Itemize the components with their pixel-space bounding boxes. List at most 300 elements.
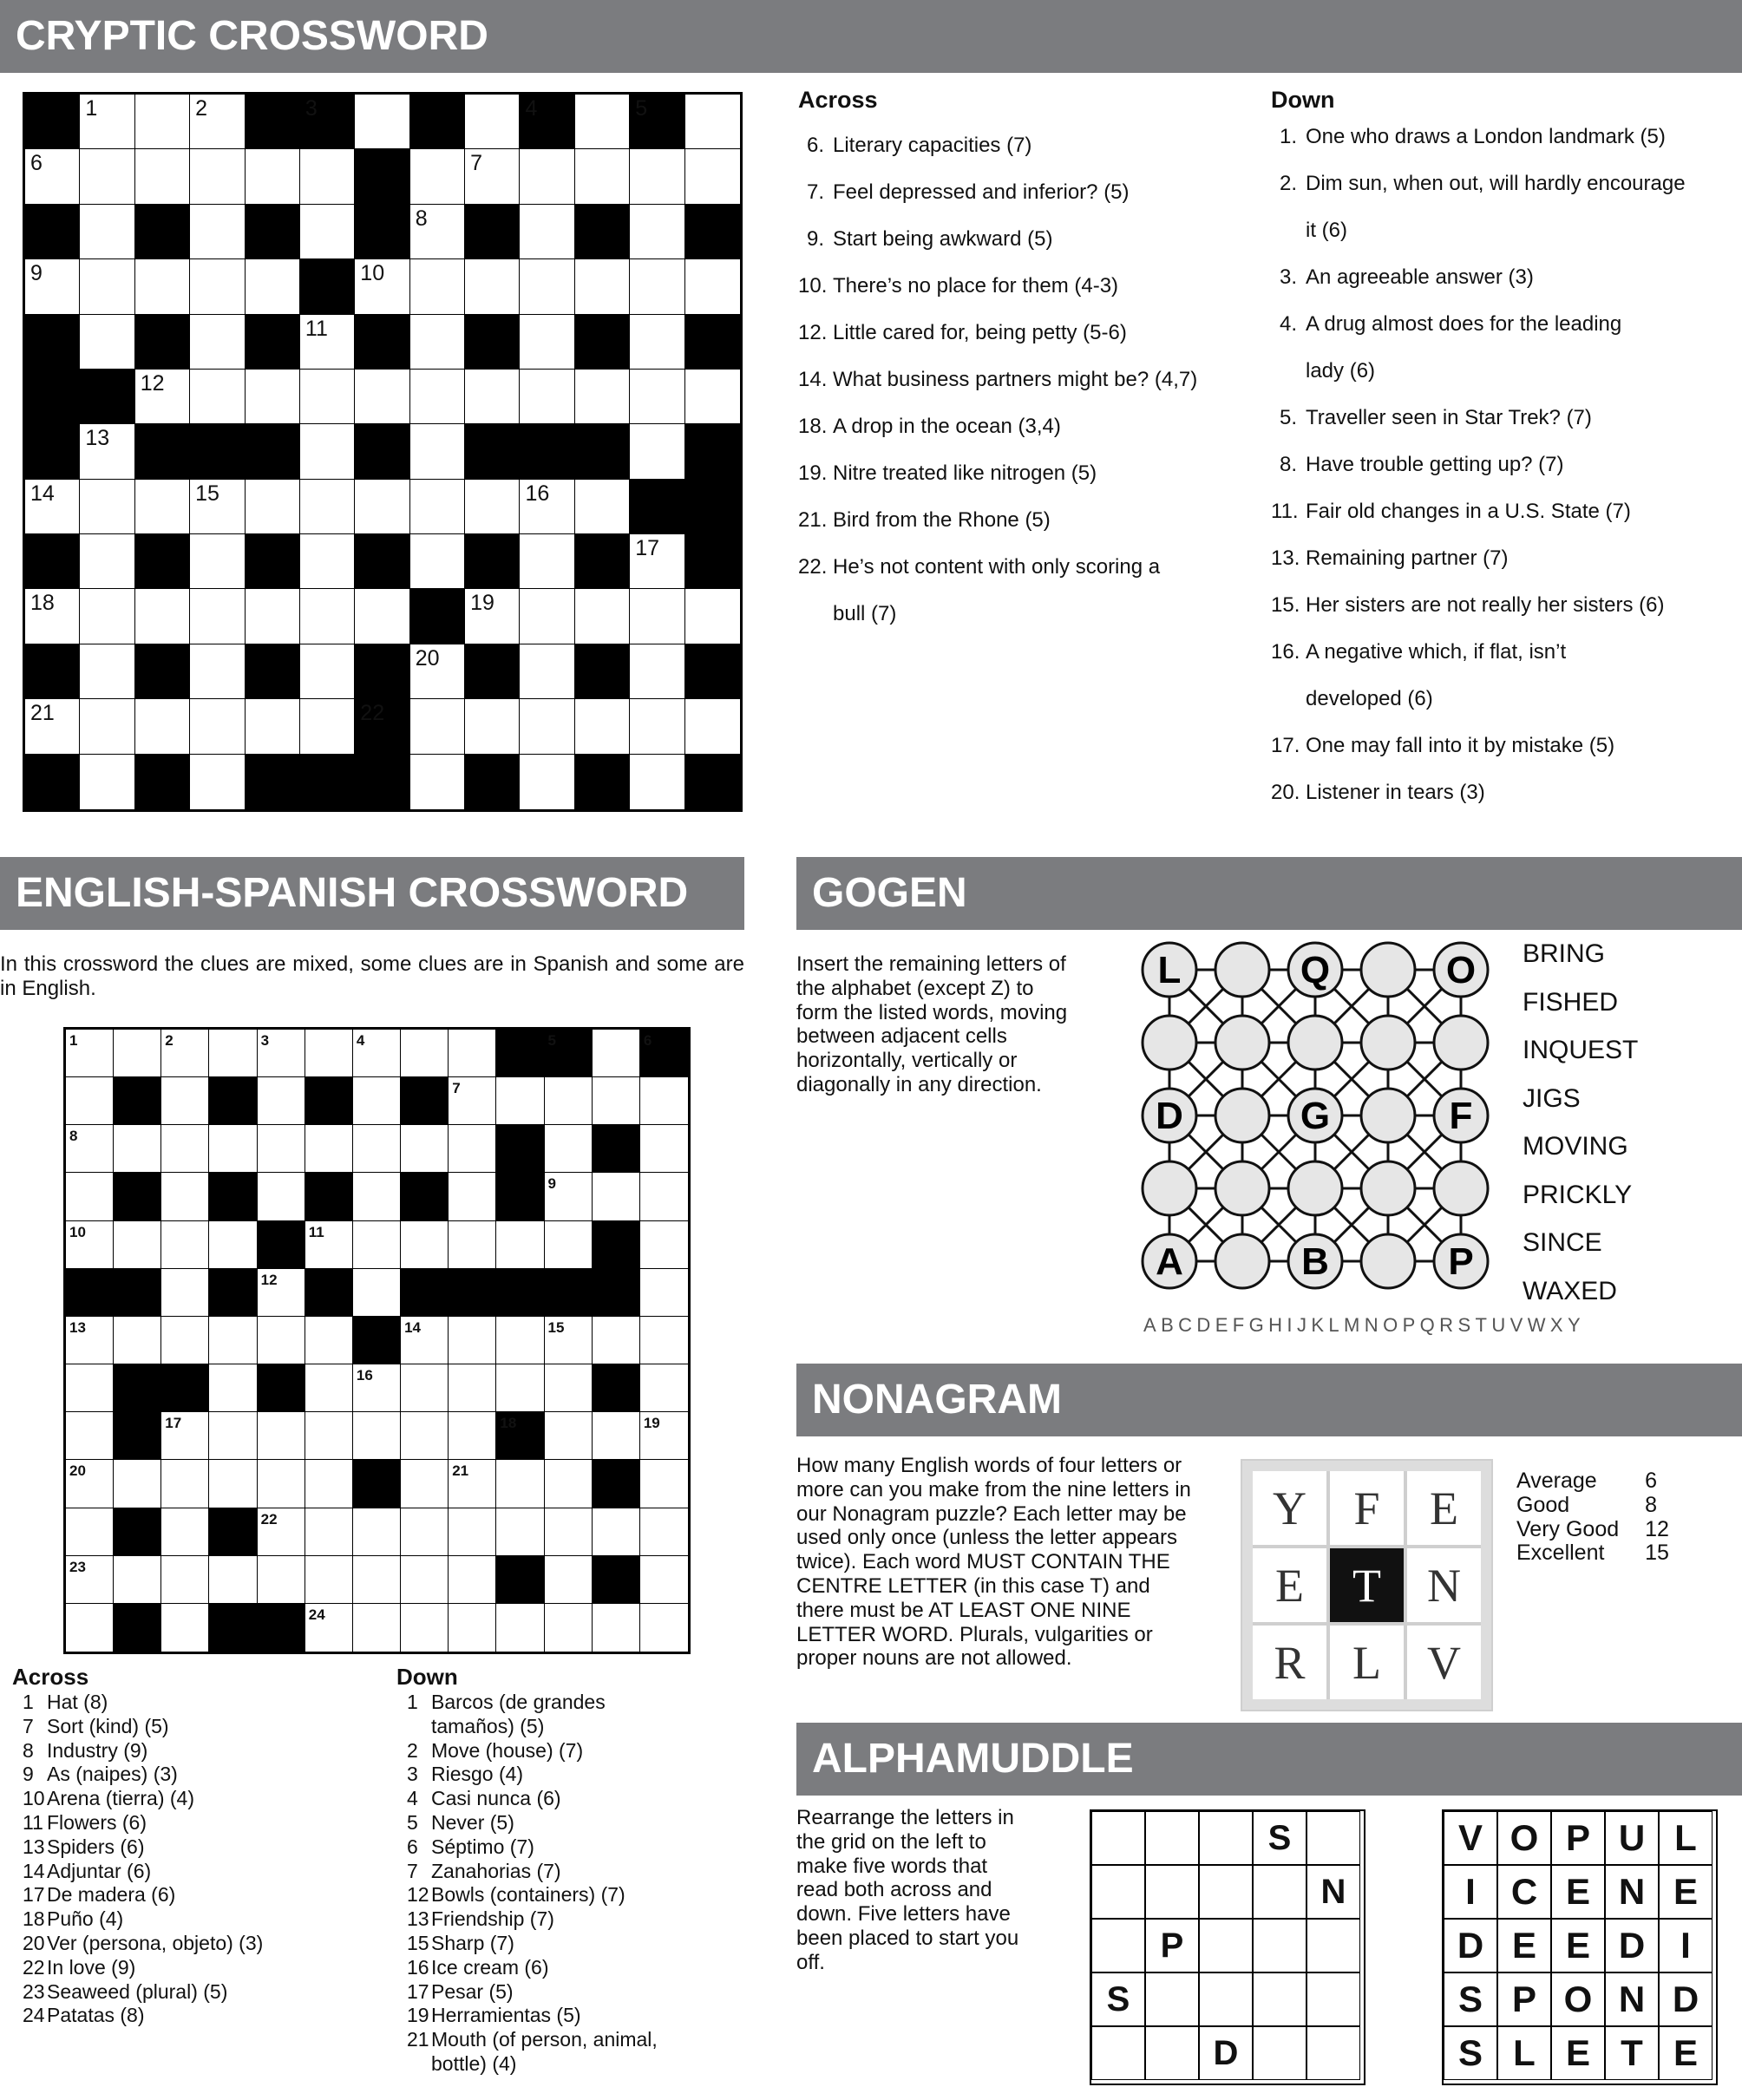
cryptic-grid-cell[interactable] (135, 259, 190, 314)
cryptic-grid-cell[interactable] (410, 644, 465, 699)
engspan-grid-block-cell (114, 1604, 161, 1652)
cryptic-grid-cell[interactable] (190, 95, 245, 149)
engspan-grid-cell[interactable] (114, 1317, 161, 1364)
engspan-grid-cell[interactable] (258, 1030, 305, 1077)
gogen-cell[interactable] (1143, 1089, 1196, 1142)
engspan-grid-cell[interactable] (449, 1508, 496, 1556)
engspan-grid-cell[interactable] (161, 1412, 209, 1460)
cryptic-grid-cell[interactable] (630, 259, 684, 314)
cryptic-grid-cell[interactable] (630, 149, 684, 204)
engspan-grid-cell[interactable] (545, 1125, 593, 1173)
cryptic-grid-cell[interactable] (465, 259, 520, 314)
engspan-grid-cell[interactable] (66, 1412, 114, 1460)
cryptic-grid-cell[interactable] (246, 259, 300, 314)
cryptic-grid-block-cell (410, 95, 465, 149)
engspan-grid-cell[interactable] (305, 1030, 353, 1077)
gogen-cell[interactable] (1361, 1161, 1415, 1215)
engspan-grid-cell[interactable] (449, 1173, 496, 1220)
gogen-cell[interactable] (1143, 943, 1196, 997)
engspan-grid-cell[interactable] (545, 1221, 593, 1269)
engspan-grid-cell[interactable] (258, 1412, 305, 1460)
gogen-word: SINCE (1523, 1228, 1602, 1257)
engspan-grid-cell[interactable] (640, 1269, 688, 1317)
engspan-grid-cell[interactable] (640, 1317, 688, 1364)
engspan-grid-cell[interactable] (449, 1412, 496, 1460)
cryptic-grid-cell[interactable] (190, 480, 245, 534)
engspan-grid-cell[interactable] (305, 1364, 353, 1412)
cryptic-grid-cell[interactable] (630, 699, 684, 754)
cryptic-grid-cell[interactable] (190, 149, 245, 204)
cryptic-grid-cell[interactable] (246, 149, 300, 204)
engspan-grid-cell[interactable] (496, 1604, 544, 1652)
cryptic-grid-cell[interactable] (80, 205, 134, 259)
cryptic-grid-cell[interactable] (80, 424, 134, 479)
cryptic-grid-cell[interactable] (80, 315, 134, 370)
cryptic-grid-cell[interactable] (190, 205, 245, 259)
engspan-grid-cell[interactable] (258, 1269, 305, 1317)
engspan-grid-cell[interactable] (449, 1364, 496, 1412)
cryptic-grid-cell[interactable] (575, 95, 630, 149)
engspan-grid-cell[interactable] (66, 1508, 114, 1556)
engspan-grid-cell[interactable] (640, 1125, 688, 1173)
engspan-grid-cell[interactable] (401, 1412, 449, 1460)
engspan-grid-cell[interactable] (545, 1460, 593, 1508)
alphamuddle-answer-cell[interactable] (1145, 1972, 1199, 2026)
alphamuddle-letter-cell: E (1551, 1865, 1605, 1919)
engspan-grid-cell[interactable] (66, 1030, 114, 1077)
cryptic-grid-clue-number: 6 (30, 151, 43, 176)
engspan-grid-cell[interactable] (209, 1364, 257, 1412)
cryptic-grid-cell[interactable] (410, 370, 465, 424)
cryptic-grid-cell[interactable] (25, 699, 80, 754)
cryptic-grid-cell[interactable] (685, 589, 740, 644)
cryptic-grid-cell[interactable] (465, 699, 520, 754)
cryptic-grid-cell[interactable] (410, 534, 465, 589)
cryptic-grid-cell[interactable] (520, 644, 574, 699)
cryptic-grid-cell[interactable] (520, 589, 574, 644)
cryptic-grid-cell[interactable] (300, 205, 355, 259)
cryptic-grid-cell[interactable] (80, 755, 134, 809)
alphamuddle-answer-cell[interactable] (1091, 2026, 1145, 2080)
cryptic-grid-cell[interactable] (190, 755, 245, 809)
cryptic-grid-cell[interactable] (355, 589, 409, 644)
cryptic-grid-cell[interactable] (410, 259, 465, 314)
engspan-grid-cell[interactable] (401, 1317, 449, 1364)
cryptic-grid-block-cell (135, 534, 190, 589)
cryptic-grid-cell[interactable] (410, 480, 465, 534)
engspan-grid-cell[interactable] (640, 1460, 688, 1508)
engspan-grid-cell[interactable] (66, 1221, 114, 1269)
gogen-cell[interactable] (1288, 1016, 1342, 1070)
engspan-grid-cell[interactable] (161, 1030, 209, 1077)
cryptic-grid-cell[interactable] (80, 589, 134, 644)
engspan-grid-cell[interactable] (593, 1077, 640, 1125)
cryptic-grid-cell[interactable] (25, 480, 80, 534)
engspan-grid-cell[interactable] (161, 1077, 209, 1125)
cryptic-grid-cell[interactable] (135, 589, 190, 644)
alphamuddle-answer-cell[interactable] (1199, 1919, 1253, 1972)
cryptic-grid-cell[interactable] (300, 644, 355, 699)
cryptic-grid-cell[interactable] (630, 534, 684, 589)
engspan-grid-cell[interactable] (161, 1604, 209, 1652)
cryptic-grid-cell[interactable] (246, 589, 300, 644)
alphamuddle-answer-cell[interactable] (1306, 2026, 1360, 2080)
engspan-grid-cell[interactable] (353, 1173, 401, 1220)
engspan-grid-block-cell (496, 1173, 544, 1220)
engspan-grid-cell[interactable] (305, 1221, 353, 1269)
engspan-grid-cell[interactable] (640, 1412, 688, 1460)
cryptic-grid-cell[interactable] (300, 370, 355, 424)
cryptic-grid-cell[interactable] (300, 424, 355, 479)
cryptic-grid-cell[interactable] (300, 149, 355, 204)
cryptic-grid-cell[interactable] (630, 370, 684, 424)
gogen-cell[interactable] (1434, 1234, 1488, 1288)
engspan-grid-cell[interactable] (640, 1556, 688, 1604)
engspan-grid-cell[interactable] (449, 1030, 496, 1077)
engspan-grid-cell[interactable] (258, 1460, 305, 1508)
engspan-grid-cell[interactable] (161, 1460, 209, 1508)
alphamuddle-answer-cell[interactable]: N (1306, 1865, 1360, 1919)
gogen-cell[interactable] (1288, 943, 1342, 997)
engspan-grid-cell[interactable] (401, 1125, 449, 1173)
engspan-grid-cell[interactable] (66, 1317, 114, 1364)
cryptic-grid-cell[interactable] (520, 259, 574, 314)
engspan-grid-block-cell (114, 1364, 161, 1412)
alphamuddle-answer-cell[interactable] (1253, 1972, 1306, 2026)
engspan-grid-cell[interactable] (640, 1508, 688, 1556)
engspan-grid-cell[interactable] (209, 1317, 257, 1364)
gogen-cell[interactable] (1434, 1016, 1488, 1070)
cryptic-grid-cell[interactable] (135, 699, 190, 754)
engspan-grid-cell[interactable] (449, 1125, 496, 1173)
engspan-grid-cell[interactable] (496, 1317, 544, 1364)
cryptic-grid-cell[interactable] (246, 370, 300, 424)
cryptic-grid-cell[interactable] (520, 315, 574, 370)
cryptic-grid-cell[interactable] (135, 370, 190, 424)
alphamuddle-answer-cell[interactable]: S (1253, 1811, 1306, 1865)
engspan-grid-cell[interactable] (258, 1077, 305, 1125)
gogen-cell[interactable] (1143, 1234, 1196, 1288)
cryptic-grid-cell[interactable] (685, 149, 740, 204)
cryptic-grid-cell[interactable] (80, 480, 134, 534)
cryptic-grid-cell[interactable] (300, 699, 355, 754)
alphamuddle-answer-cell[interactable] (1306, 1919, 1360, 1972)
engspan-grid-cell[interactable] (305, 1508, 353, 1556)
engspan-grid-cell[interactable] (401, 1460, 449, 1508)
cryptic-grid-cell[interactable] (575, 259, 630, 314)
engspan-grid-cell[interactable] (545, 1173, 593, 1220)
engspan-grid-cell[interactable] (66, 1604, 114, 1652)
engspan-grid-cell[interactable] (496, 1077, 544, 1125)
gogen-cell[interactable] (1361, 943, 1415, 997)
engspan-grid-cell[interactable] (114, 1221, 161, 1269)
engspan-grid-cell[interactable] (114, 1460, 161, 1508)
engspan-grid-cell[interactable] (353, 1030, 401, 1077)
gogen-cell[interactable] (1288, 1089, 1342, 1142)
engspan-grid-cell[interactable] (258, 1125, 305, 1173)
engspan-grid-cell[interactable] (161, 1317, 209, 1364)
cryptic-grid-cell[interactable] (25, 589, 80, 644)
cryptic-grid-cell[interactable] (520, 149, 574, 204)
cryptic-grid-cell[interactable] (135, 95, 190, 149)
alphamuddle-answer-cell[interactable] (1091, 1919, 1145, 1972)
gogen-cell[interactable] (1215, 1161, 1269, 1215)
cryptic-grid-cell[interactable] (630, 205, 684, 259)
engspan-grid-cell[interactable] (66, 1364, 114, 1412)
cryptic-grid-cell[interactable] (246, 480, 300, 534)
engspan-grid-cell[interactable] (496, 1508, 544, 1556)
engspan-grid-cell[interactable] (161, 1221, 209, 1269)
cryptic-grid-cell[interactable] (630, 755, 684, 809)
engspan-grid-cell[interactable] (545, 1412, 593, 1460)
engspan-grid-cell[interactable] (496, 1221, 544, 1269)
alphamuddle-answer-cell[interactable] (1199, 1972, 1253, 2026)
gogen-cell[interactable] (1361, 1234, 1415, 1288)
engspan-grid-cell[interactable] (401, 1508, 449, 1556)
cryptic-grid-cell[interactable] (80, 149, 134, 204)
cryptic-grid-cell[interactable] (465, 589, 520, 644)
engspan-grid-cell[interactable] (640, 1173, 688, 1220)
engspan-grid-cell[interactable] (209, 1221, 257, 1269)
engspan-grid-cell[interactable] (66, 1125, 114, 1173)
cryptic-grid-cell[interactable] (410, 699, 465, 754)
cryptic-grid-cell[interactable] (520, 370, 574, 424)
engspan-grid-cell[interactable] (209, 1460, 257, 1508)
cryptic-grid-cell[interactable] (520, 205, 574, 259)
cryptic-grid-cell[interactable] (25, 259, 80, 314)
cryptic-grid-cell[interactable] (575, 589, 630, 644)
cryptic-grid-cell[interactable] (575, 480, 630, 534)
gogen-cell[interactable] (1215, 1234, 1269, 1288)
engspan-grid-cell[interactable] (593, 1317, 640, 1364)
engspan-grid-cell[interactable] (545, 1317, 593, 1364)
alphamuddle-answer-cell[interactable] (1091, 1865, 1145, 1919)
cryptic-grid-cell[interactable] (410, 424, 465, 479)
alphamuddle-answer-cell[interactable] (1091, 1811, 1145, 1865)
engspan-grid-cell[interactable] (449, 1077, 496, 1125)
engspan-grid-cell[interactable] (353, 1412, 401, 1460)
cryptic-grid-cell[interactable] (80, 699, 134, 754)
engspan-grid-cell[interactable] (449, 1221, 496, 1269)
cryptic-grid-cell[interactable] (135, 149, 190, 204)
engspan-grid-cell[interactable] (545, 1508, 593, 1556)
cryptic-grid-cell[interactable] (80, 644, 134, 699)
cryptic-grid-cell[interactable] (520, 480, 574, 534)
cryptic-grid-cell[interactable] (300, 589, 355, 644)
cryptic-grid-cell[interactable] (575, 370, 630, 424)
engspan-grid-cell[interactable] (114, 1030, 161, 1077)
cryptic-grid-cell[interactable] (300, 534, 355, 589)
engspan-grid-cell[interactable] (161, 1173, 209, 1220)
cryptic-grid-cell[interactable] (410, 755, 465, 809)
alphamuddle-answer-cell[interactable] (1253, 1919, 1306, 1972)
cryptic-grid-cell[interactable] (465, 149, 520, 204)
engspan-grid-cell[interactable] (401, 1364, 449, 1412)
engspan-grid-cell[interactable] (353, 1364, 401, 1412)
cryptic-grid-cell[interactable] (246, 699, 300, 754)
alphamuddle-answer-cell[interactable] (1199, 1865, 1253, 1919)
gogen-cell[interactable] (1434, 1089, 1488, 1142)
cryptic-grid-block-cell (355, 534, 409, 589)
alphamuddle-answer-cell[interactable] (1145, 2026, 1199, 2080)
gogen-cell[interactable] (1215, 1016, 1269, 1070)
alphamuddle-answer-cell[interactable] (1253, 1865, 1306, 1919)
engspan-grid-cell[interactable] (401, 1604, 449, 1652)
engspan-grid-cell[interactable] (66, 1173, 114, 1220)
engspan-grid-cell[interactable] (66, 1556, 114, 1604)
engspan-grid-cell[interactable] (66, 1077, 114, 1125)
alphamuddle-answer-cell[interactable] (1199, 1811, 1253, 1865)
cryptic-grid-cell[interactable] (630, 424, 684, 479)
engspan-grid-cell[interactable] (545, 1364, 593, 1412)
engspan-grid-cell[interactable] (401, 1221, 449, 1269)
gogen-cell[interactable] (1143, 1016, 1196, 1070)
cryptic-grid-cell[interactable] (190, 315, 245, 370)
engspan-grid-cell[interactable] (305, 1317, 353, 1364)
engspan-grid-cell[interactable] (353, 1508, 401, 1556)
engspan-grid-cell[interactable] (545, 1556, 593, 1604)
engspan-grid-cell[interactable] (545, 1077, 593, 1125)
cryptic-grid-cell[interactable] (190, 644, 245, 699)
engspan-grid-cell[interactable] (593, 1412, 640, 1460)
engspan-down-clue (396, 1787, 761, 1811)
cryptic-grid-cell[interactable] (190, 534, 245, 589)
cryptic-grid-cell[interactable] (685, 95, 740, 149)
engspan-grid-cell[interactable] (353, 1604, 401, 1652)
engspan-grid-cell[interactable] (161, 1269, 209, 1317)
engspan-grid-cell[interactable] (593, 1173, 640, 1220)
engspan-grid-cell[interactable] (640, 1221, 688, 1269)
cryptic-grid-cell[interactable] (685, 259, 740, 314)
cryptic-grid-cell[interactable] (685, 699, 740, 754)
cryptic-grid-cell[interactable] (80, 534, 134, 589)
cryptic-grid-cell[interactable] (685, 370, 740, 424)
engspan-grid-cell[interactable] (449, 1317, 496, 1364)
engspan-grid-cell[interactable] (353, 1221, 401, 1269)
cryptic-grid-cell[interactable] (575, 699, 630, 754)
engspan-grid-cell[interactable] (449, 1556, 496, 1604)
alphamuddle-answer-cell[interactable]: P (1145, 1919, 1199, 1972)
cryptic-grid-cell[interactable] (355, 480, 409, 534)
alphamuddle-answer-cell[interactable]: D (1199, 2026, 1253, 2080)
cryptic-grid-cell[interactable] (190, 259, 245, 314)
alphamuddle-answer-cell[interactable] (1145, 1865, 1199, 1919)
engspan-grid-cell[interactable] (353, 1556, 401, 1604)
cryptic-grid-cell[interactable] (465, 95, 520, 149)
alphamuddle-answer-cell[interactable] (1253, 2026, 1306, 2080)
engspan-grid-cell[interactable] (66, 1460, 114, 1508)
cryptic-grid-cell[interactable] (410, 315, 465, 370)
engspan-grid-cell[interactable] (353, 1125, 401, 1173)
cryptic-grid-cell[interactable] (630, 315, 684, 370)
engspan-grid-cell[interactable] (593, 1604, 640, 1652)
engspan-grid-cell[interactable] (209, 1556, 257, 1604)
engspan-grid-cell[interactable] (545, 1604, 593, 1652)
engspan-grid-cell[interactable] (640, 1364, 688, 1412)
engspan-grid-cell[interactable] (209, 1125, 257, 1173)
cryptic-grid-cell[interactable] (190, 370, 245, 424)
cryptic-grid-cell[interactable] (25, 149, 80, 204)
gogen-cell[interactable] (1361, 1089, 1415, 1142)
gogen-cell[interactable] (1434, 1161, 1488, 1215)
cryptic-grid-cell[interactable] (80, 259, 134, 314)
engspan-grid-cell[interactable] (305, 1460, 353, 1508)
cryptic-down-heading: Down (1271, 87, 1335, 113)
cryptic-grid-cell[interactable] (575, 149, 630, 204)
gogen-cell[interactable] (1288, 1161, 1342, 1215)
cryptic-grid-cell[interactable] (355, 259, 409, 314)
alphamuddle-answer-cell[interactable]: S (1091, 1972, 1145, 2026)
cryptic-grid-cell[interactable] (520, 755, 574, 809)
engspan-grid-cell[interactable] (353, 1269, 401, 1317)
engspan-grid-cell[interactable] (496, 1460, 544, 1508)
cryptic-grid-cell[interactable] (300, 315, 355, 370)
engspan-grid-cell[interactable] (258, 1556, 305, 1604)
engspan-grid-cell[interactable] (161, 1508, 209, 1556)
cryptic-grid-cell[interactable] (355, 95, 409, 149)
engspan-grid-cell[interactable] (449, 1460, 496, 1508)
cryptic-grid-cell[interactable] (355, 370, 409, 424)
engspan-grid-cell[interactable] (114, 1125, 161, 1173)
cryptic-grid-cell[interactable] (465, 480, 520, 534)
engspan-grid-cell[interactable] (496, 1364, 544, 1412)
engspan-down-clue-text: Never (5) (431, 1810, 514, 1834)
engspan-grid-cell[interactable] (161, 1125, 209, 1173)
cryptic-grid-cell[interactable] (465, 370, 520, 424)
gogen-cell[interactable] (1215, 1089, 1269, 1142)
cryptic-grid-cell[interactable] (300, 480, 355, 534)
cryptic-grid-cell[interactable] (410, 205, 465, 259)
engspan-grid-cell[interactable] (114, 1556, 161, 1604)
engspan-grid-cell[interactable] (593, 1508, 640, 1556)
alphamuddle-answer-cell[interactable] (1306, 1811, 1360, 1865)
alphamuddle-answer-cell[interactable] (1145, 1811, 1199, 1865)
engspan-grid-cell[interactable] (258, 1173, 305, 1220)
engspan-grid-cell[interactable] (640, 1604, 688, 1652)
engspan-grid-cell[interactable] (258, 1317, 305, 1364)
gogen-cell[interactable] (1288, 1234, 1342, 1288)
gogen-cell[interactable] (1361, 1016, 1415, 1070)
engspan-grid-cell[interactable] (593, 1030, 640, 1077)
engspan-grid-cell[interactable] (305, 1556, 353, 1604)
cryptic-grid-cell[interactable] (410, 149, 465, 204)
cryptic-grid-cell[interactable] (190, 699, 245, 754)
engspan-grid-cell[interactable] (449, 1604, 496, 1652)
engspan-grid-cell[interactable] (401, 1030, 449, 1077)
engspan-grid-cell[interactable] (209, 1412, 257, 1460)
engspan-grid-cell[interactable] (640, 1077, 688, 1125)
cryptic-grid-cell[interactable] (80, 95, 134, 149)
engspan-grid-cell[interactable] (258, 1508, 305, 1556)
cryptic-grid-cell[interactable] (135, 480, 190, 534)
gogen-cell[interactable] (1434, 943, 1488, 997)
cryptic-grid-cell[interactable] (520, 699, 574, 754)
engspan-grid-cell[interactable] (353, 1077, 401, 1125)
engspan-grid-cell[interactable] (305, 1125, 353, 1173)
engspan-grid-cell[interactable] (305, 1604, 353, 1652)
cryptic-grid-cell[interactable] (520, 534, 574, 589)
cryptic-grid-cell[interactable] (190, 589, 245, 644)
engspan-grid-cell[interactable] (209, 1030, 257, 1077)
engspan-grid-cell[interactable] (401, 1556, 449, 1604)
alphamuddle-answer-cell[interactable] (1306, 1972, 1360, 2026)
cryptic-grid-cell[interactable] (630, 644, 684, 699)
gogen-cell[interactable] (1215, 943, 1269, 997)
cryptic-grid-cell[interactable] (630, 589, 684, 644)
engspan-grid-cell[interactable] (305, 1412, 353, 1460)
gogen-cell[interactable] (1143, 1161, 1196, 1215)
engspan-grid-cell[interactable] (161, 1556, 209, 1604)
